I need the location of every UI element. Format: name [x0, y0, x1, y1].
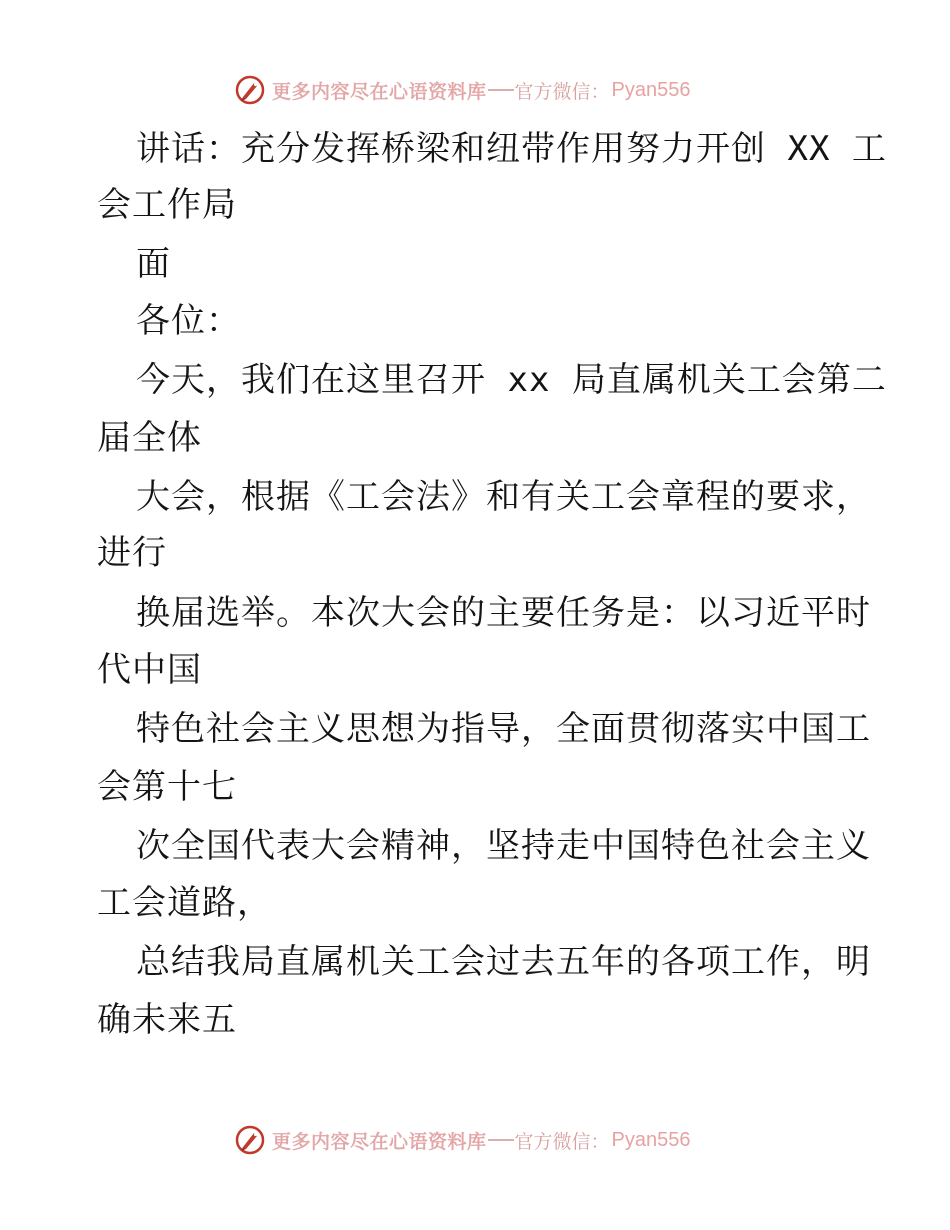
footer-watermark [234, 1122, 691, 1158]
watermark-site-text: 更多内容尽在心语资料库 [272, 1130, 487, 1153]
text-line: 今天，我们在这里召开 xx 局直属机关工会第二 [136, 360, 887, 400]
pen-logo-icon [234, 1124, 266, 1156]
watermark-wechat-label: 官方微信： [514, 1130, 610, 1153]
text-line: 届全体 [97, 418, 202, 458]
text-line: 会第十七 [97, 767, 237, 807]
text-line: 大会，根据《工会法》和有关工会章程的要求， [136, 477, 871, 517]
text-line: 各位： [136, 301, 241, 341]
text-line: 确未来五 [97, 1000, 237, 1040]
watermark-wechat-id: Pyan556 [611, 78, 691, 101]
text-line: 次全国代表大会精神，坚持走中国特色社会主义 [136, 826, 871, 866]
text-line: 面 [136, 244, 171, 284]
watermark-wechat-id: Pyan556 [611, 1128, 691, 1151]
text-line: 进行 [97, 533, 167, 573]
watermark-dash [488, 1139, 514, 1141]
watermark-site-text: 更多内容尽在心语资料库 [272, 80, 487, 103]
watermark-wechat-label: 官方微信： [514, 80, 610, 103]
text-line: 特色社会主义思想为指导，全面贯彻落实中国工 [136, 709, 871, 749]
header-watermark [234, 72, 691, 108]
text-line: 总结我局直属机关工会过去五年的各项工作，明 [136, 942, 871, 982]
pen-logo-icon [234, 74, 266, 106]
text-line: 工会道路， [97, 883, 272, 923]
text-line: 代中国 [97, 650, 202, 690]
text-line: 会工作局 [97, 185, 237, 225]
watermark-dash [488, 89, 514, 91]
text-line: 换届选举。本次大会的主要任务是：以习近平时 [136, 593, 871, 633]
text-line: 讲话：充分发挥桥梁和纽带作用努力开创 XX 工 [136, 129, 887, 169]
